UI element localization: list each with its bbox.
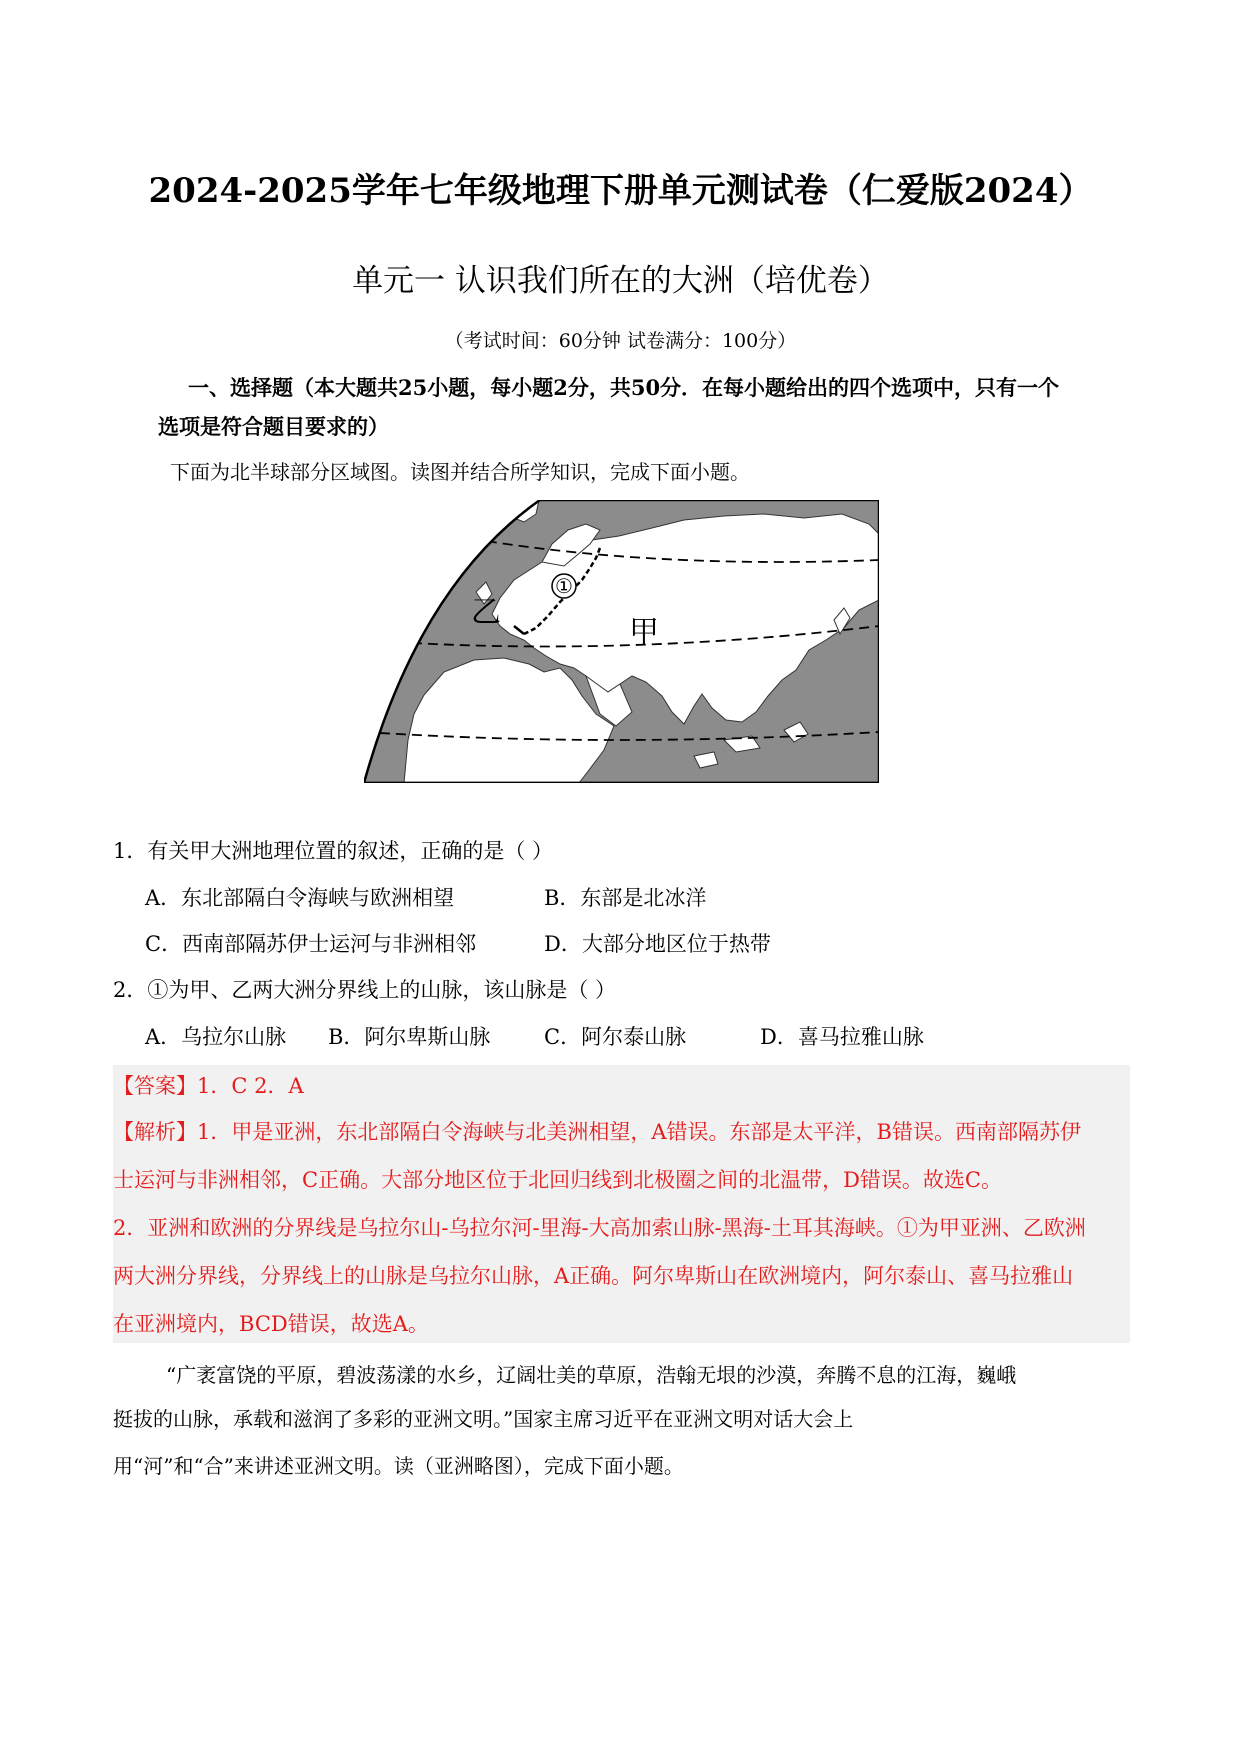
passage-line-1: “广袤富饶的平原，碧波荡漾的水乡，辽阔壮美的草原，浩翰无垠的沙漠，奔腾不息的江海，巍峨	[166, 1363, 1017, 1387]
question-2-option-c: C．阿尔泰山脉	[544, 1025, 687, 1049]
unit-subtitle: 单元一 认识我们所在的大洲（培优卷）	[352, 263, 889, 299]
analysis-line-1: 【解析】1．甲是亚洲，东北部隔白令海峡与北美洲相望，A错误。东部是太平洋，B错误。西南部隔苏伊	[113, 1120, 1081, 1144]
map-label-jia: 甲	[629, 615, 659, 650]
section-heading-line2: 选项是符合题目要求的）	[158, 414, 389, 439]
northern-hemisphere-map	[364, 500, 879, 783]
question-1-option-d: D．大部分地区位于热带	[544, 932, 771, 956]
map-label-yi: 乙	[471, 595, 501, 630]
question-1-option-b: B．东部是北冰洋	[544, 886, 707, 910]
answer-line: 【答案】1．C 2．A	[113, 1074, 304, 1098]
analysis-line-2: 士运河与非洲相邻，C正确。大部分地区位于北回归线到北极圈之间的北温带，D错误。故选C。	[113, 1168, 1002, 1192]
exam-info: （考试时间：60分钟 试卷满分：100分）	[444, 330, 797, 352]
analysis-line-5: 在亚洲境内，BCD错误，故选A。	[113, 1312, 429, 1336]
analysis-line-4: 两大洲分界线，分界线上的山脉是乌拉尔山脉，A正确。阿尔卑斯山在欧洲境内，阿尔泰山、喜马拉雅山	[113, 1264, 1074, 1288]
question-2-option-a: A．乌拉尔山脉	[145, 1025, 287, 1049]
section-heading-line1: 一、选择题（本大题共25小题，每小题2分，共50分．在每小题给出的四个选项中，只有一个	[188, 375, 1060, 400]
analysis-line-3: 2．亚洲和欧洲的分界线是乌拉尔山-乌拉尔河-里海-大高加索山脉-黑海-土耳其海峡。①为甲亚洲、乙欧洲	[113, 1216, 1086, 1240]
map-label-circle-one: ①	[555, 574, 573, 598]
passage-line-3: 用“河”和“合”来讲述亚洲文明。读（亚洲略图），完成下面小题。	[113, 1454, 684, 1478]
passage-line-2: 挺拔的山脉，承载和滋润了多彩的亚洲文明。”国家主席习近平在亚洲文明对话大会上	[113, 1407, 854, 1431]
question-intro: 下面为北半球部分区域图。读图并结合所学知识，完成下面小题。	[170, 460, 750, 484]
question-2-option-b: B．阿尔卑斯山脉	[328, 1025, 491, 1049]
answer-panel	[113, 1065, 1130, 1343]
question-2-stem: 2．①为甲、乙两大洲分界线上的山脉，该山脉是（ ）	[113, 978, 617, 1002]
question-2-option-d: D．喜马拉雅山脉	[760, 1025, 924, 1049]
page-title: 2024-2025学年七年级地理下册单元测试卷（仁爱版2024）	[148, 171, 1093, 211]
question-1-option-a: A．东北部隔白令海峡与欧洲相望	[145, 886, 455, 910]
question-1-option-c: C．西南部隔苏伊士运河与非洲相邻	[145, 932, 477, 956]
question-1-stem: 1．有关甲大洲地理位置的叙述，正确的是（ ）	[113, 839, 554, 863]
